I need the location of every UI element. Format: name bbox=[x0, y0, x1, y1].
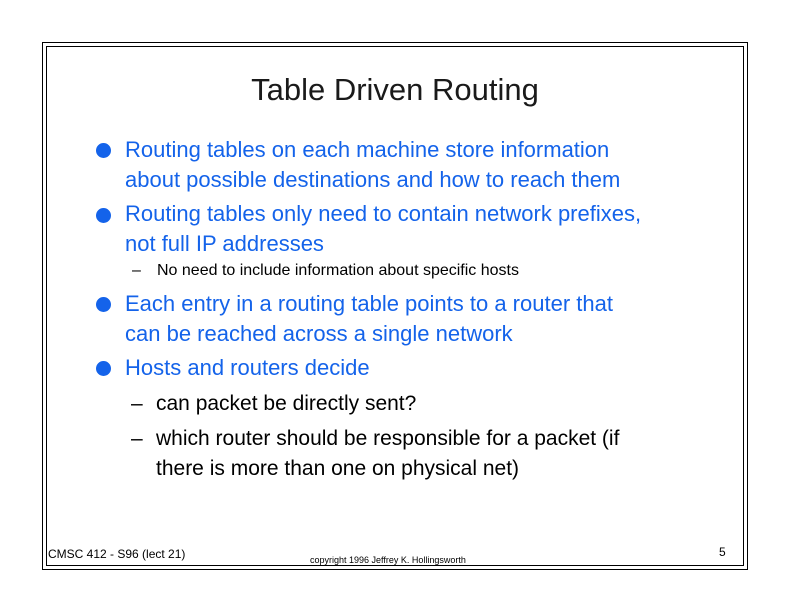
sub-bullet-router-line-1: which router should be responsible for a packet (if bbox=[156, 427, 620, 450]
slide-title: Table Driven Routing bbox=[251, 72, 539, 107]
sub-bullet-router-line-2: there is more than one on physical net) bbox=[156, 457, 520, 480]
dash-icon: – bbox=[131, 392, 143, 415]
bullet-1-line-1: Routing tables on each machine store information bbox=[125, 137, 610, 162]
bullet-4 bbox=[125, 353, 370, 383]
bullet-1-line-2: about possible destinations and how to reach them bbox=[125, 167, 621, 192]
bullet-dot-icon bbox=[96, 143, 111, 158]
bullet-1 bbox=[125, 135, 620, 195]
dash-icon: – bbox=[131, 427, 143, 450]
sub-bullet-hosts-text: No need to include information about specific hosts bbox=[157, 262, 519, 279]
bullet-dot-icon bbox=[96, 208, 111, 223]
bullet-2-line-1: Routing tables only need to contain network prefixes, bbox=[125, 201, 642, 226]
dash-icon: – bbox=[132, 262, 141, 279]
page-number: 5 bbox=[719, 545, 726, 559]
bullet-dot-icon bbox=[96, 297, 111, 312]
footer-copyright: copyright 1996 Jeffrey K. Hollingsworth bbox=[310, 555, 466, 565]
bullet-3-line-2: can be reached across a single network bbox=[125, 321, 513, 346]
bullet-3-line-1: Each entry in a routing table points to a router that bbox=[125, 291, 613, 316]
bullet-2-line-2: not full IP addresses bbox=[125, 231, 324, 256]
bullet-4-line-1: Hosts and routers decide bbox=[125, 355, 370, 380]
sub-bullet-direct-text: can packet be directly sent? bbox=[156, 392, 417, 415]
bullet-2 bbox=[125, 199, 641, 259]
sub-bullet-router-text bbox=[156, 424, 619, 484]
bullet-dot-icon bbox=[96, 361, 111, 376]
bullet-3 bbox=[125, 289, 613, 349]
footer-course: CMSC 412 - S96 (lect 21) bbox=[48, 547, 186, 561]
